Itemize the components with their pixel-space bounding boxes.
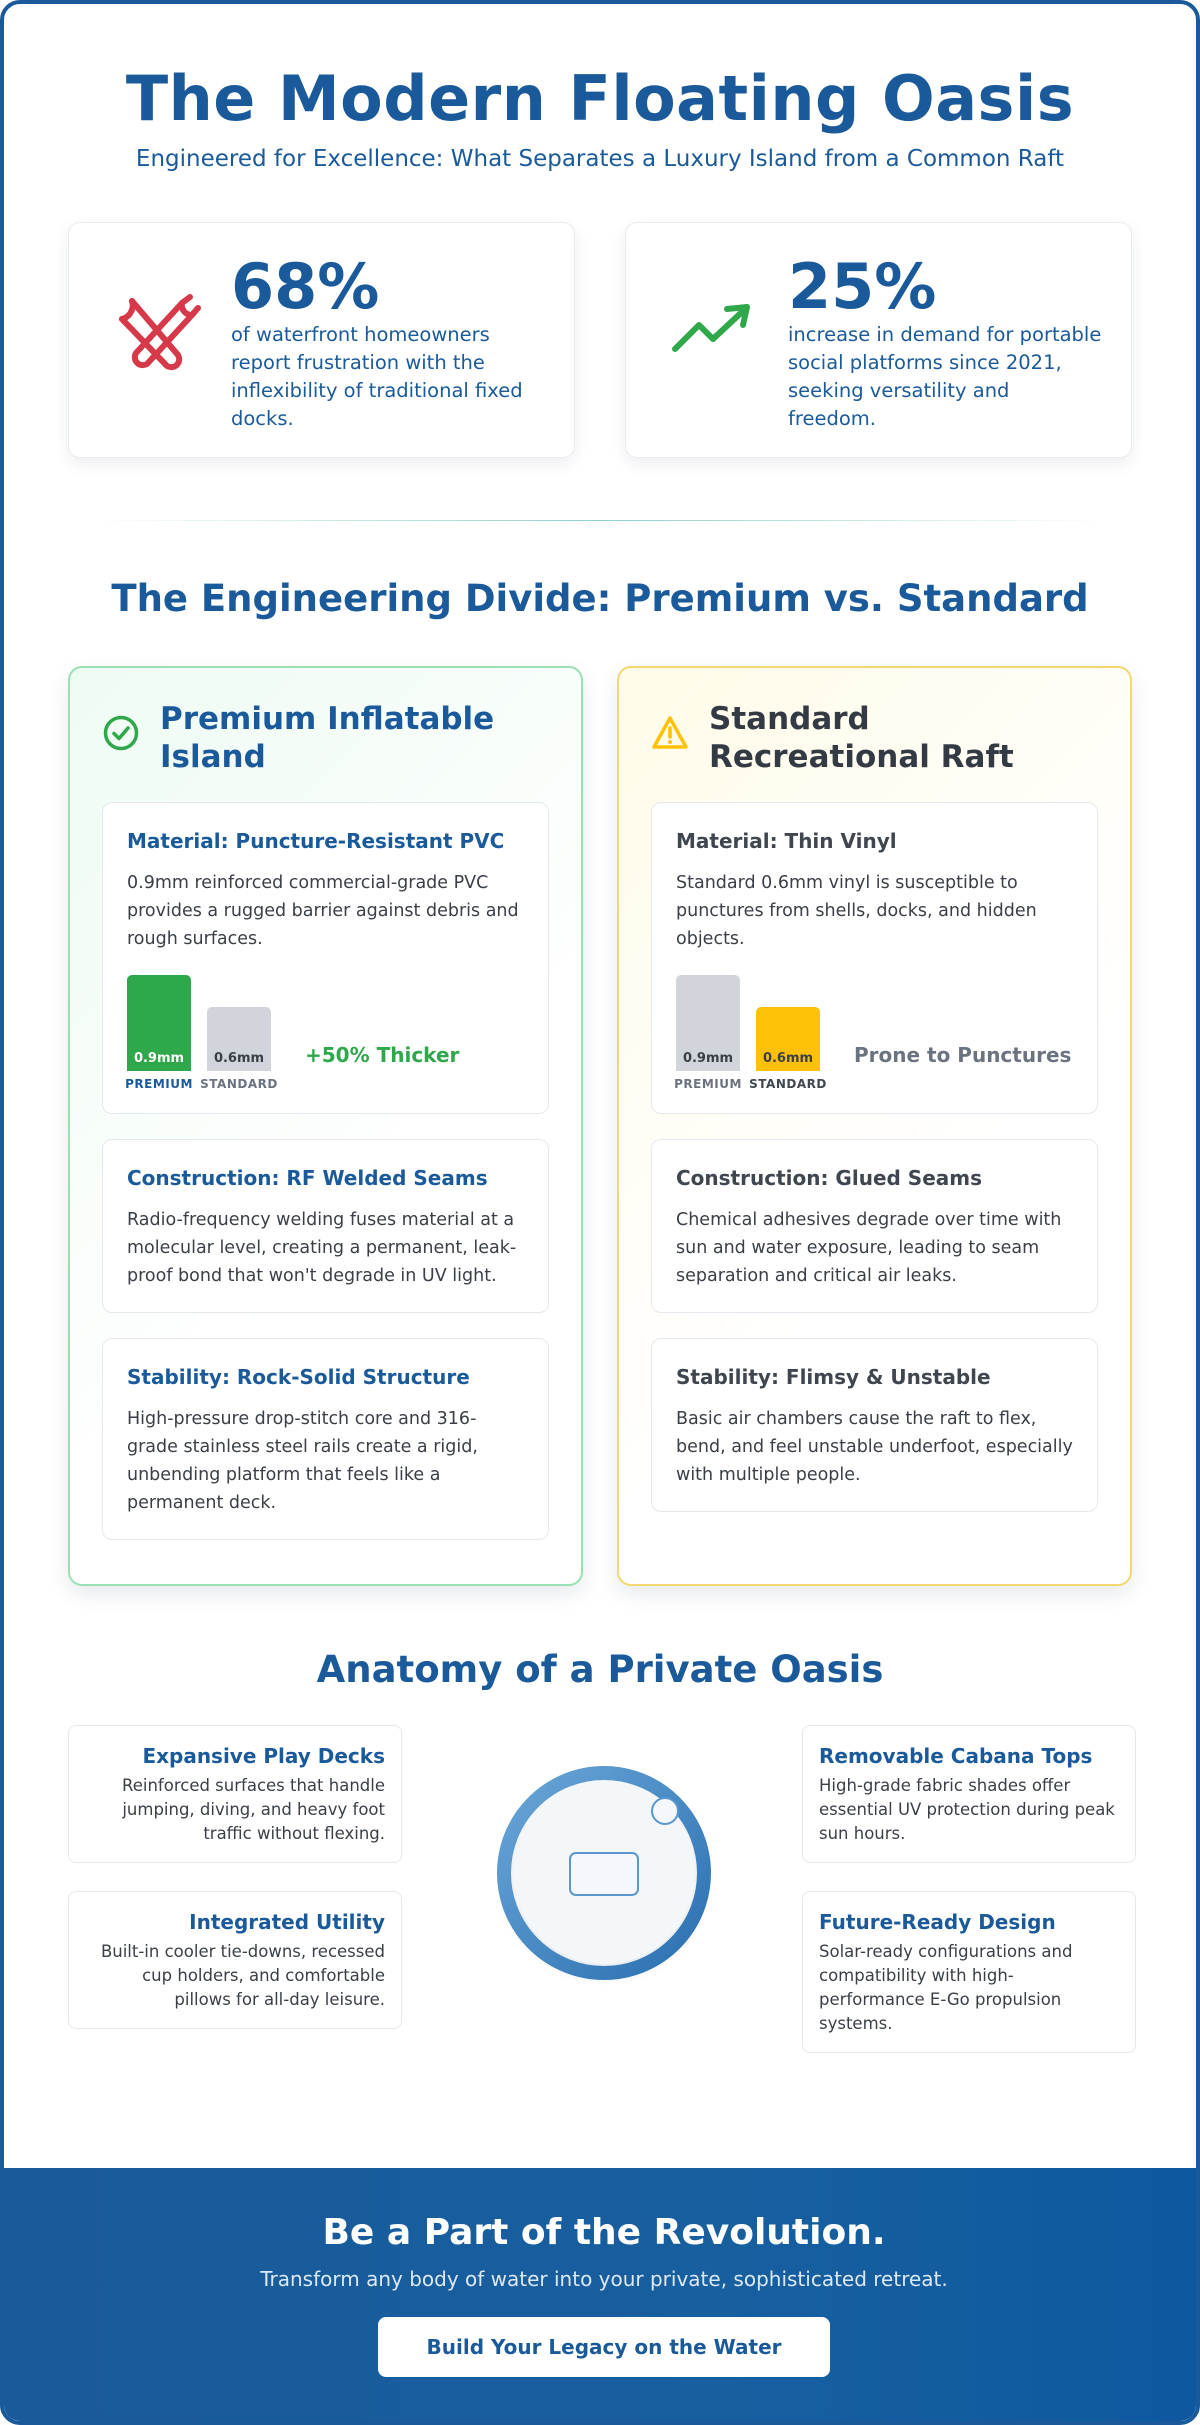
feature-text: Reinforced surfaces that handle jumping, diving, and heavy foot traffic without flexing. [122,1776,385,1843]
bar-label: STANDARD [749,1077,827,1091]
feature-title: Expansive Play Decks [142,1744,385,1768]
stats-row [4,222,1196,458]
premium-title: Premium Inflatable Island [160,701,495,775]
thickness-note: +50% Thicker [305,1043,460,1067]
stat-value: 25% [788,250,937,323]
stat-value: 68% [231,250,380,323]
premium-column [68,666,583,1586]
standard-column [617,666,1132,1586]
stat-description: increase in demand for portable social platforms since 2021, seeking versatility and freedom. [788,323,1102,430]
card-title: Material: Thin Vinyl [676,829,897,853]
standard-stability-card [651,1338,1098,1512]
trending-up-icon [660,255,768,405]
page-title: The Modern Floating Oasis [125,62,1075,135]
card-text: 0.9mm reinforced commercial-grade PVC provides a rugged barrier against debris and rough surfaces. [127,873,519,949]
card-title: Stability: Flimsy & Unstable [676,1365,991,1389]
card-text: High-pressure drop-stitch core and 316-grade stainless steel rails create a rigid, unbending platform that feels like a permanent deck. [127,1409,478,1513]
card-title: Stability: Rock-Solid Structure [127,1365,470,1389]
card-title: Material: Puncture-Resistant PVC [127,829,505,853]
card-title: Construction: Glued Seams [676,1166,982,1190]
feature-text: Solar-ready configurations and compatibility with high-performance E-Go propulsion systems. [819,1942,1073,2033]
bar-label: STANDARD [200,1077,278,1091]
stat-description: of waterfront homeowners report frustration with the inflexibility of traditional fixed docks. [231,323,523,430]
cta-title: Be a Part of the Revolution. [322,2212,886,2253]
premium-construction-card [102,1139,549,1313]
cta-subtitle: Transform any body of water into your private, sophisticated retreat. [260,2267,948,2291]
cta-button[interactable]: Build Your Legacy on the Water [378,2317,830,2377]
anatomy-section [4,1691,1196,2091]
card-title: Construction: RF Welded Seams [127,1166,488,1190]
standard-title: Standard Recreational Raft [709,701,1014,775]
check-circle-icon [102,714,140,752]
floating-island-diagram [492,1761,716,1985]
card-text: Chemical adhesives degrade over time with sun and water exposure, leading to seam separation and critical air leaks. [676,1210,1062,1286]
feature-play-decks [68,1725,402,1863]
tools-icon [103,255,211,405]
engineering-title: The Engineering Divide: Premium vs. Standard [111,577,1089,620]
premium-bar: 0.9mm [127,975,191,1071]
standard-material-card [651,802,1098,1114]
premium-material-card [102,802,549,1114]
cta-banner [4,2168,1200,2425]
thickness-chart [127,973,524,1091]
premium-header [102,700,549,776]
standard-construction-card [651,1139,1098,1313]
thickness-note: Prone to Punctures [854,1043,1072,1067]
feature-utility [68,1891,402,2029]
anatomy-title: Anatomy of a Private Oasis [316,1648,884,1691]
warning-icon [651,714,689,752]
feature-cabana-tops [802,1725,1136,1863]
feature-title: Integrated Utility [189,1910,385,1934]
standard-bar: 0.6mm [756,1007,820,1071]
feature-text: High-grade fabric shades offer essential UV protection during peak sun hours. [819,1776,1115,1843]
feature-text: Built-in cooler tie-downs, recessed cup holders, and comfortable pillows for all-day leisure. [100,1942,385,2009]
stat-card-demand [625,222,1132,458]
premium-bar: 0.9mm [676,975,740,1071]
standard-header [651,700,1098,776]
card-text: Standard 0.6mm vinyl is susceptible to punctures from shells, docks, and hidden objects. [676,873,1037,949]
feature-title: Future-Ready Design [819,1910,1056,1934]
comparison-section [4,666,1196,1586]
feature-title: Removable Cabana Tops [819,1744,1093,1768]
bar-label: PREMIUM [125,1077,193,1091]
card-text: Radio-frequency welding fuses material at a molecular level, creating a permanent, leak-proof bond that won't degrade in UV light. [127,1210,517,1286]
standard-bar: 0.6mm [207,1007,271,1071]
bar-label: PREMIUM [674,1077,742,1091]
section-divider [94,520,1106,521]
page-subtitle: Engineered for Excellence: What Separates a Luxury Island from a Common Raft [135,146,1065,172]
feature-future-ready [802,1891,1136,2053]
thickness-chart [676,973,1073,1091]
hero [4,4,1196,172]
card-text: Basic air chambers cause the raft to flex, bend, and feel unstable underfoot, especially with multiple people. [676,1409,1073,1485]
premium-stability-card [102,1338,549,1540]
stat-card-frustration [68,222,575,458]
